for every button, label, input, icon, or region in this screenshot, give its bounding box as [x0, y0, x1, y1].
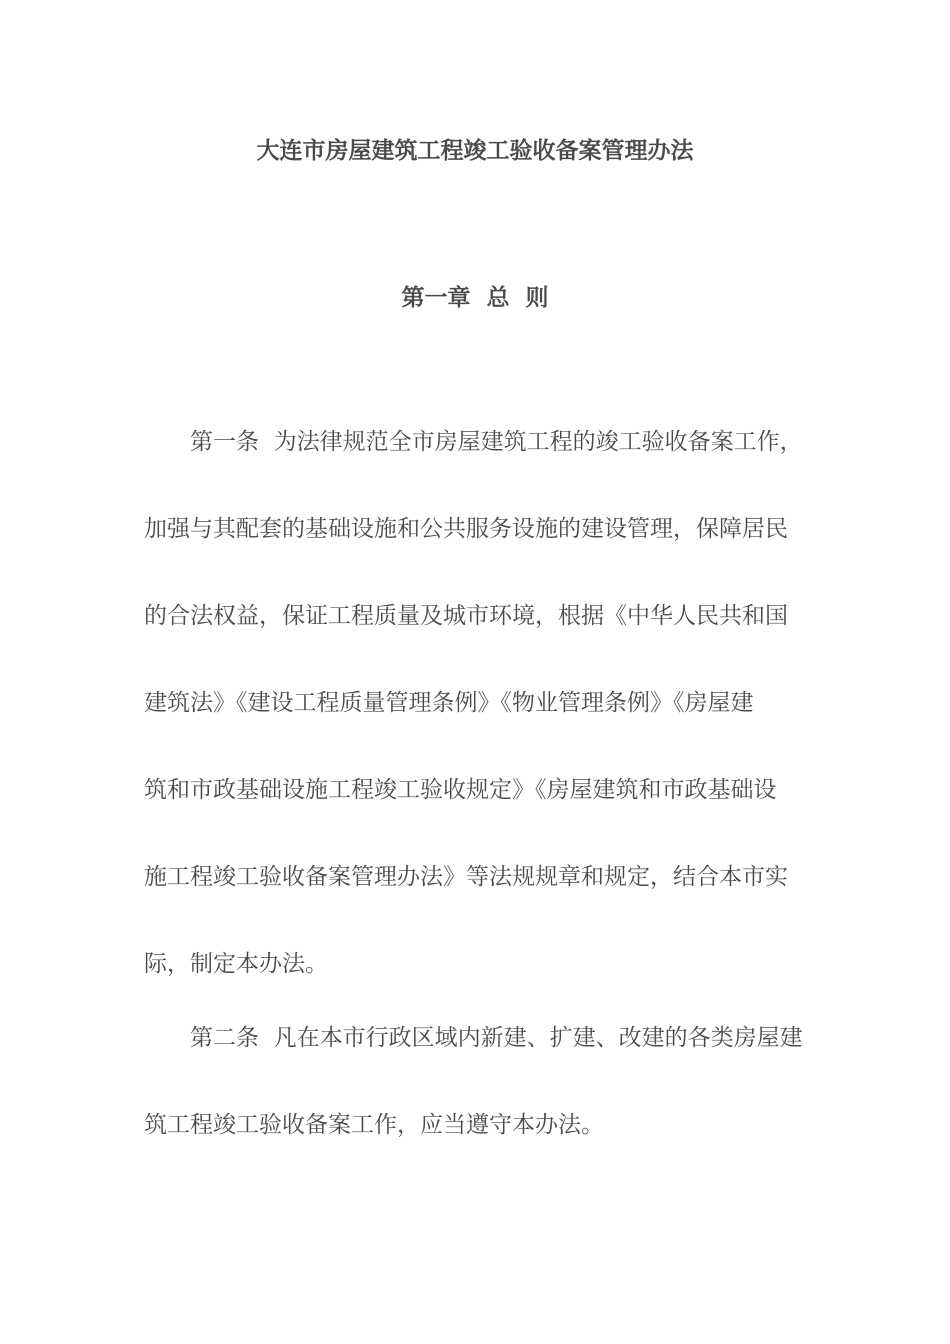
- article-2-line-2: 筑工程竣工验收备案工作，应当遵守本办法。: [144, 1112, 604, 1138]
- article-1-line-6: 施工程竣工验收备案管理办法》等法规规章和规定，结合本市实: [144, 864, 788, 890]
- document-title: 大连市房屋建筑工程竣工验收备案管理办法: [256, 138, 694, 164]
- article-1-line-5: 筑和市政基础设施工程竣工验收规定》《房屋建筑和市政基础设: [144, 777, 777, 803]
- article-1-line-2: 加强与其配套的基础设施和公共服务设施的建设管理，保障居民: [144, 516, 788, 542]
- article-1-line-3: 的合法权益，保证工程质量及城市环境，根据《中华人民共和国: [144, 603, 788, 629]
- article-2-line-1: 第二条 凡在本市行政区域内新建、扩建、改建的各类房屋建: [190, 1025, 803, 1051]
- article-1-line-7: 际，制定本办法。: [144, 951, 328, 977]
- article-1-line-4: 建筑法》《建设工程质量管理条例》《物业管理条例》《房屋建: [144, 690, 754, 716]
- chapter-heading: 第一章 总 则: [401, 285, 549, 311]
- article-1-line-1: 第一条 为法律规范全市房屋建筑工程的竣工验收备案工作，: [190, 429, 803, 455]
